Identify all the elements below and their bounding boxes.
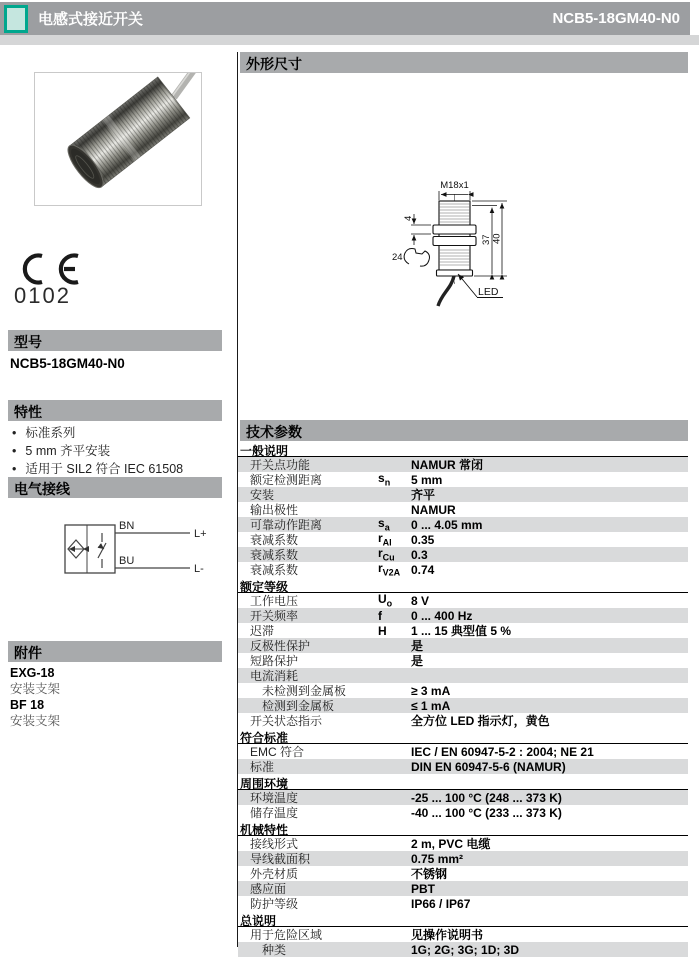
section-heading-model: 型号: [8, 330, 222, 351]
row-value: 0.35: [411, 532, 435, 547]
wire-label-lminus: L-: [194, 563, 204, 575]
table-row: [238, 744, 688, 759]
table-row: [238, 698, 688, 713]
row-value: 全方位 LED 指示灯，黄色: [411, 714, 550, 728]
table-row: [238, 532, 688, 547]
row-value: PBT: [411, 881, 435, 896]
table-row: [238, 881, 688, 896]
nut-lower: [433, 237, 476, 246]
row-label: 环境温度: [250, 791, 299, 805]
tech-section-header: 机械特性: [238, 820, 688, 836]
row-label: 衰减系数: [250, 548, 299, 562]
tech-section-header: 符合标准: [238, 728, 688, 744]
row-label: 开关频率: [250, 609, 299, 623]
row-value: 不锈钢: [411, 867, 448, 881]
section-heading-wiring: 电气接线: [8, 477, 222, 498]
wiring-diagram: [40, 505, 210, 590]
row-label: 衰减系数: [250, 533, 299, 547]
page-title: 电感式接近开关: [38, 11, 144, 28]
feature-item: • 5 mm 齐平安装: [12, 442, 183, 460]
table-row: [238, 502, 688, 517]
table-row: [238, 608, 688, 623]
wire-label-bu: BU: [119, 555, 135, 567]
table-row: [238, 457, 688, 472]
table-row: [238, 623, 688, 638]
accessories-list: [10, 665, 60, 729]
dimension-drawing: [385, 158, 595, 323]
tech-section-header: 额定等级: [238, 577, 688, 593]
row-label: 工作电压: [250, 594, 299, 608]
row-label: 输出极性: [250, 503, 299, 517]
row-value: NAMUR: [411, 502, 456, 517]
row-value: -40 ... 100 °C (233 ... 373 K): [411, 805, 562, 820]
row-symbol: f: [378, 608, 382, 623]
accessory-name: EXG-18: [10, 666, 55, 680]
model-number: NCB5-18GM40-N0: [10, 356, 125, 371]
row-value: 是: [411, 654, 424, 668]
row-value: DIN EN 60947-5-6 (NAMUR): [411, 759, 566, 774]
accessory-description: 安装支架: [10, 714, 61, 728]
table-row: [238, 562, 688, 577]
row-label: 额定检测距离: [250, 473, 323, 487]
row-label: 储存温度: [250, 806, 299, 820]
sensor-photo-illustration: [35, 73, 201, 205]
row-label: 可靠动作距离: [250, 518, 323, 532]
tech-section-header: 总说明: [238, 911, 688, 927]
row-label: 迟滞: [250, 624, 275, 638]
tech-section-header: 周围环境: [238, 774, 688, 790]
row-label: 检测到金属板: [262, 699, 335, 713]
nut-upper: [433, 225, 476, 234]
row-label: 开关点功能: [250, 458, 311, 472]
accessory-name: BF 18: [10, 698, 45, 712]
row-symbol: $U_o$: [378, 592, 393, 609]
table-row: [238, 638, 688, 653]
row-value: 0.75 mm²: [411, 851, 464, 866]
row-label: 开关状态指示: [250, 714, 323, 728]
table-row: [238, 593, 688, 608]
row-value: 5 mm: [411, 472, 443, 487]
page-header: [0, 2, 690, 35]
features-list: [12, 424, 183, 478]
table-row: [238, 713, 688, 728]
section-heading-features: 特性: [8, 400, 222, 421]
cable: [438, 276, 454, 306]
section-heading-dimensions: 外形尺寸: [240, 52, 688, 73]
row-label: 导线截面积: [250, 852, 311, 866]
table-row: [238, 866, 688, 881]
tech-table: [238, 441, 688, 957]
table-row: [238, 517, 688, 532]
wire-label-bn: BN: [119, 520, 135, 532]
part-number: NCB5-18GM40-N0: [552, 10, 680, 27]
row-value: 齐平: [411, 488, 436, 502]
wrench-icon: [404, 249, 429, 267]
row-label: 安装: [250, 488, 275, 502]
row-value: 0 ... 4.05 mm: [411, 517, 483, 532]
accessory-description: 安装支架: [10, 682, 61, 696]
table-row: [238, 896, 688, 911]
table-row: [238, 942, 688, 957]
table-row: [238, 487, 688, 502]
header-substrip: [0, 35, 699, 45]
row-value: 8 V: [411, 593, 430, 608]
dim-thread: M18x1: [440, 180, 469, 191]
feature-item: • 标准系列: [12, 424, 183, 442]
row-value: IEC / EN 60947-5-2 : 2004; NE 21: [411, 744, 594, 759]
row-label: 未检测到金属板: [262, 684, 347, 698]
table-row: [238, 805, 688, 820]
row-value: 见操作说明书: [411, 928, 484, 942]
row-label: 标准: [250, 760, 275, 774]
row-value: -25 ... 100 °C (248 ... 373 K): [411, 790, 562, 805]
row-label: 衰减系数: [250, 563, 299, 577]
row-label: EMC 符合: [250, 745, 305, 759]
row-value: 2 m, PVC 电缆: [411, 837, 491, 851]
dim-40: 40: [491, 233, 503, 244]
row-label: 接线形式: [250, 837, 299, 851]
section-heading-accessories: 附件: [8, 641, 222, 662]
row-symbol: $s_a$: [378, 516, 390, 533]
table-row: [238, 547, 688, 562]
table-row: [238, 836, 688, 851]
row-value: 是: [411, 639, 424, 653]
dim-37: 37: [481, 234, 492, 245]
table-row: [238, 759, 688, 774]
row-value: ≥ 3 mA: [411, 683, 451, 698]
feature-item: • 适用于 SIL2 符合 IEC 61508: [12, 460, 183, 478]
table-row: [238, 927, 688, 942]
row-symbol: H: [378, 623, 387, 638]
row-symbol: $r_{V2A}$: [378, 561, 401, 578]
table-row: [238, 668, 688, 683]
row-label: 感应面: [250, 882, 287, 896]
row-symbol: $r_{Cu}$: [378, 546, 395, 563]
product-photo: [34, 72, 202, 206]
row-value: 0.3: [411, 547, 428, 562]
row-value: 0.74: [411, 562, 435, 577]
row-label: 反极性保护: [250, 639, 311, 653]
row-value: 1G; 2G; 3G; 1D; 3D: [411, 942, 520, 957]
section-heading-tech: 技术参数: [240, 420, 688, 441]
row-label: 外壳材质: [250, 867, 299, 881]
row-symbol: $r_{Al}$: [378, 531, 392, 548]
row-label: 防护等级: [250, 897, 299, 911]
brand-cube-icon: [4, 5, 28, 33]
led-label: LED: [478, 286, 499, 298]
wire-label-lplus: L+: [194, 528, 207, 540]
table-row: [238, 653, 688, 668]
table-row: [238, 790, 688, 805]
dim-24: 24: [392, 252, 403, 263]
row-value: NAMUR 常闭: [411, 458, 483, 472]
row-label: 种类: [262, 943, 287, 957]
row-value: ≤ 1 mA: [411, 698, 451, 713]
row-value: 0 ... 400 Hz: [411, 608, 473, 623]
row-label: 用于危险区域: [250, 928, 323, 942]
table-row: [238, 683, 688, 698]
table-row: [238, 472, 688, 487]
dim-4: 4: [403, 215, 414, 221]
row-symbol: $s_n$: [378, 471, 391, 488]
switch-symbol-icon: [98, 533, 106, 568]
tech-section-header: 一般说明: [238, 441, 688, 457]
row-value: 1 ... 15 典型值 5 %: [411, 624, 512, 638]
table-row: [238, 851, 688, 866]
row-label: 短路保护: [250, 654, 299, 668]
ce-number: 0102: [14, 283, 71, 308]
row-value: IP66 / IP67: [411, 896, 471, 911]
row-label: 电流消耗: [250, 669, 299, 683]
